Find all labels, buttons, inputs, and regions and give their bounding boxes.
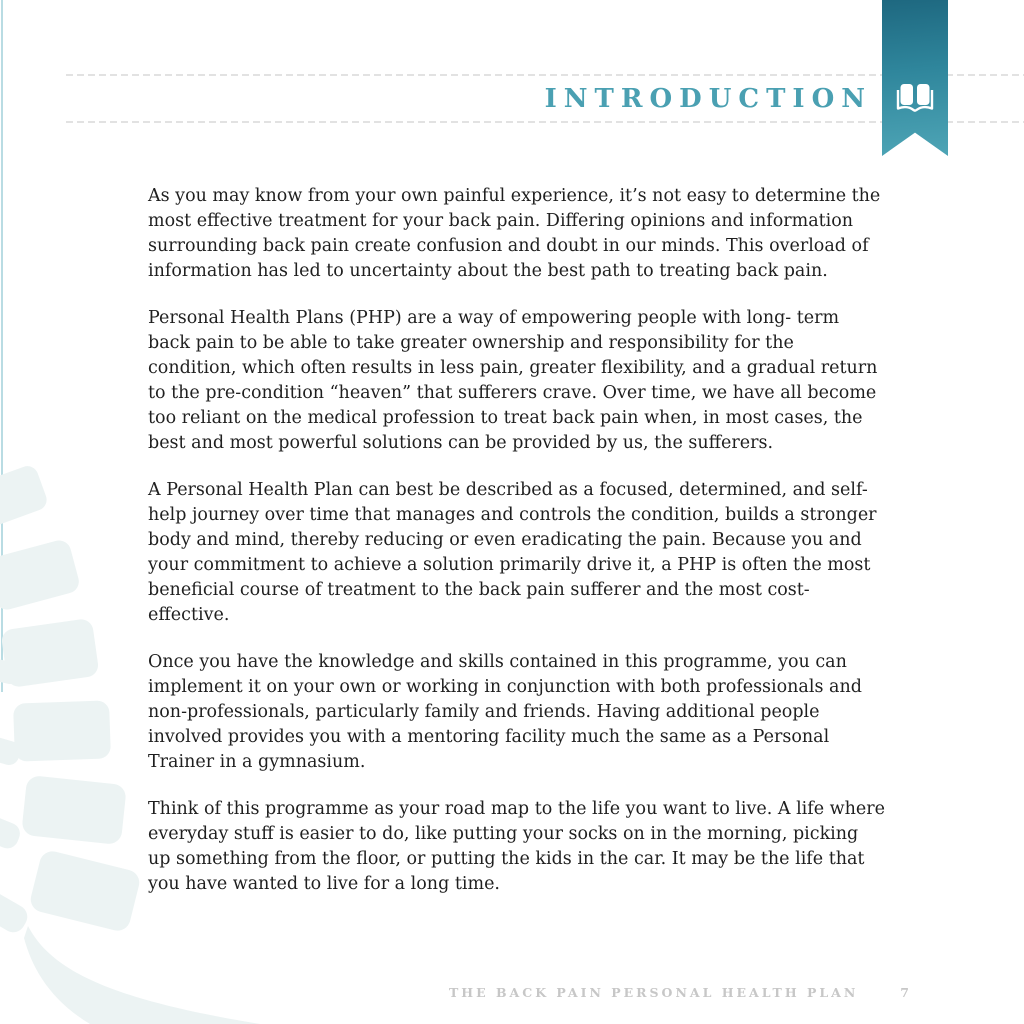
header-rule-bottom [66,121,1024,123]
paragraph-4: Once you have the knowledge and skills contained in this programme, you can implement it on your own or working in conjunction with both professionals and non-professionals, particularly family and friends. Having additional people involved provides you with a mentoring facility much the same as a Personal Trainer in a gymnasium. [148,652,862,772]
paragraph-2: Personal Health Plans (PHP) are a way of empowering people with long- term back pain to be able to take greater ownership and responsibility for the condition, which often results in less pain, greater flexibility, and a gradual return to the pre-condition “heaven” that sufferers crave. Over time, we have all become too reliant on the medical profession to treat back pain when, in most cases, the best and most powerful solutions can be provided by us, the sufferers. [148,308,878,453]
footer-book-title: THE BACK PAIN PERSONAL HEALTH PLAN [448,985,859,1000]
body-text [148,184,886,919]
page-number: 7 [900,985,912,1000]
paragraph-3: A Personal Health Plan can best be described as a focused, determined, and self-help journey over time that manages and controls the condition, builds a stronger body and mind, thereby reducing or even eradicating the pain. Because you and your commitment to achieve a solution primarily drive it, a PHP is often the most beneficial course of treatment to the back pain sufferer and the most cost-effective. [148,480,877,625]
bookmark-ribbon [882,0,948,156]
paragraph-5: Think of this programme as your road map to the life you want to live. A life where everyday stuff is easier to do, like putting your socks on in the morning, picking up something from the floor, or putting the kids in the car. It may be the life that you have wanted to live for a long time. [148,799,885,894]
page-title: INTRODUCTION [544,84,872,114]
page-footer [449,985,912,1000]
header-rule-top [66,74,1024,76]
open-book-icon [895,80,935,116]
paragraph-1: As you may know from your own painful experience, it’s not easy to determine the most effective treatment for your back pain. Differing opinions and information surrounding back pain create confusion and doubt in our minds. This overload of information has led to uncertainty about the best path to treating back pain. [148,186,881,281]
